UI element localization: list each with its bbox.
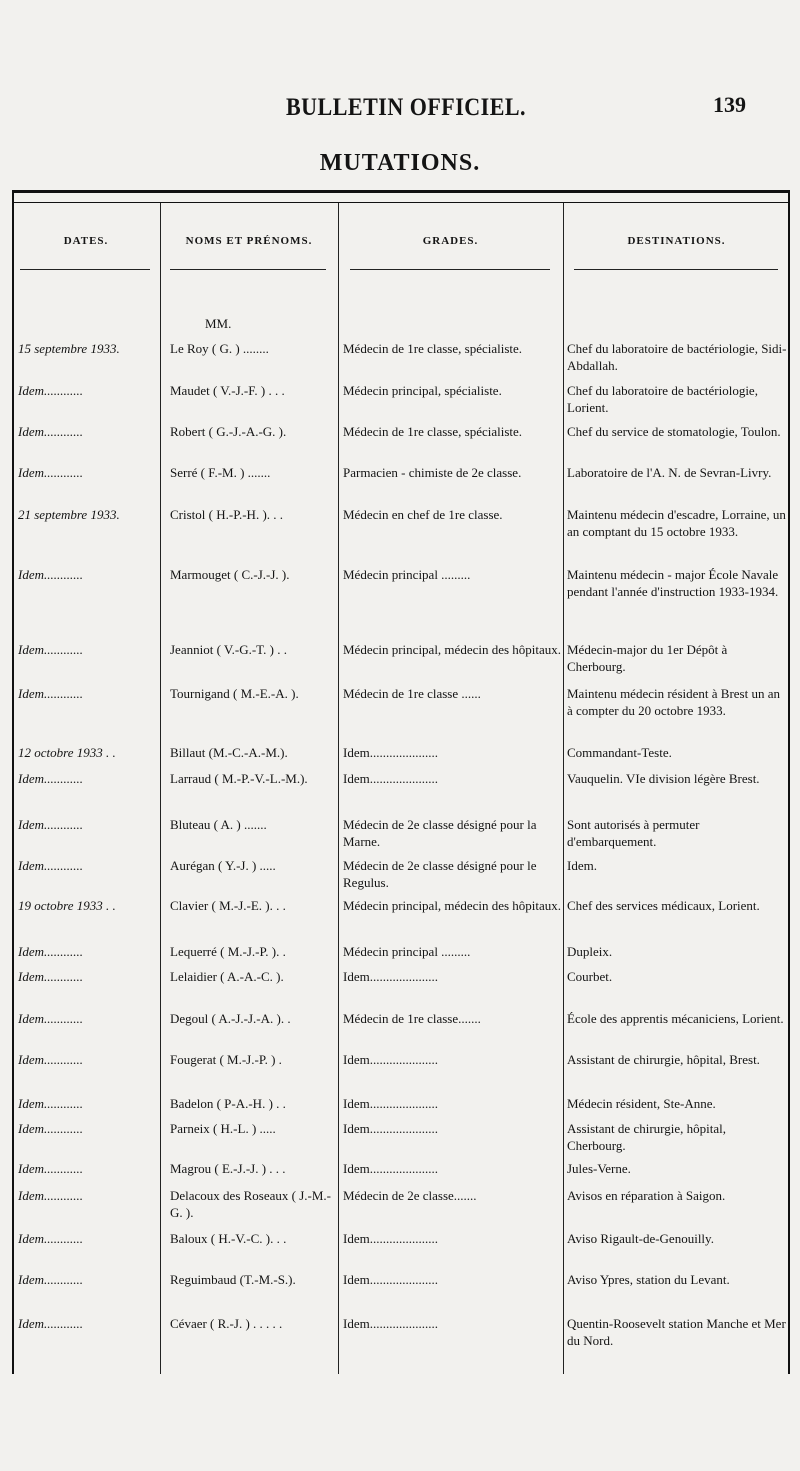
row-destination: Jules-Verne. xyxy=(567,1161,631,1176)
row-destination: Assistant de chirurgie, hôpital, Brest. xyxy=(567,1052,760,1067)
row-grade: Médecin principal, médecin des hôpitaux. xyxy=(343,898,562,913)
row-name: Marmouget ( C.-J.-J. ). xyxy=(170,567,290,582)
row-destination: Chef du laboratoire de bactériologie, Lorient. xyxy=(567,383,758,415)
row-destination: École des apprentis mécaniciens, Lorient. xyxy=(567,1011,784,1026)
row-destination: Dupleix. xyxy=(567,944,613,959)
row-grade: Médecin principal, spécialiste. xyxy=(343,383,502,398)
running-header xyxy=(0,92,800,122)
row-name: Jeanniot ( V.-G.-T. ) . . xyxy=(170,642,287,657)
row-date: Idem............ xyxy=(18,969,83,984)
row-destination: Idem. xyxy=(567,858,597,873)
row-name: Bluteau ( A. ) ....... xyxy=(170,817,267,832)
row-destination: Chef du service de stomatologie, Toulon. xyxy=(567,424,781,439)
row-date: Idem............ xyxy=(18,1272,83,1287)
header-rule xyxy=(20,269,150,270)
row-name: Reguimbaud (T.-M.-S.). xyxy=(170,1272,296,1287)
row-destination: Chef des services médicaux, Lorient. xyxy=(567,898,760,913)
row-grade: Médecin de 1re classe, spécialiste. xyxy=(343,341,523,356)
header-rule xyxy=(170,269,326,270)
row-date: 15 septembre 1933. xyxy=(18,341,120,356)
row-grade: Idem..................... xyxy=(343,1161,438,1176)
row-name: Robert ( G.-J.-A.-G. ). xyxy=(170,424,287,439)
table-left-border xyxy=(12,193,14,1374)
row-grade: Médecin de 1re classe ...... xyxy=(343,686,481,701)
column-header-dates: DATES. xyxy=(63,235,109,247)
table-top-rule xyxy=(12,202,790,203)
bulletin-title: BULLETIN OFFICIEL. xyxy=(286,92,527,121)
row-name: Aurégan ( Y.-J. ) ..... xyxy=(170,858,276,873)
row-name: Larraud ( M.-P.-V.-L.-M.). xyxy=(170,771,308,786)
row-grade: Médecin de 1re classe....... xyxy=(343,1011,481,1026)
table-right-border xyxy=(788,193,790,1374)
row-name: Lequerré ( M.-J.-P. ). . xyxy=(170,944,286,959)
row-destination: Vauquelin. VIe division légère Brest. xyxy=(567,771,760,786)
row-date: 21 septembre 1933. xyxy=(18,507,120,522)
row-date: Idem............ xyxy=(18,1188,83,1203)
row-name: Tournigand ( M.-E.-A. ). xyxy=(170,686,299,701)
column-header-destinations: DESTINATIONS. xyxy=(627,235,726,247)
row-date: Idem............ xyxy=(18,1161,83,1176)
row-date: Idem............ xyxy=(18,465,83,480)
row-date: 19 octobre 1933 . . xyxy=(18,898,116,913)
header-rule xyxy=(350,269,550,270)
column-divider xyxy=(160,203,161,1374)
row-date: Idem............ xyxy=(18,1231,83,1246)
row-destination: Quentin-Roosevelt station Manche et Mer du Nord. xyxy=(567,1316,786,1348)
row-name: Baloux ( H.-V.-C. ). . . xyxy=(170,1231,287,1246)
row-destination: Aviso Rigault-de-Genouilly. xyxy=(567,1231,714,1246)
row-date: Idem............ xyxy=(18,383,83,398)
row-name: Le Roy ( G. ) ........ xyxy=(170,341,269,356)
row-name: Billaut (M.-C.-A.-M.). xyxy=(170,745,288,760)
row-destination: Maintenu médecin d'escadre, Lorraine, un an comptant du 15 octobre 1933. xyxy=(567,507,786,539)
row-date: Idem............ xyxy=(18,771,83,786)
row-date: Idem............ xyxy=(18,1096,83,1111)
row-date: 12 octobre 1933 . . xyxy=(18,745,116,760)
row-destination: Médecin résident, Ste-Anne. xyxy=(567,1096,716,1111)
row-name: Magrou ( E.-J.-J. ) . . . xyxy=(170,1161,286,1176)
row-name: Cristol ( H.-P.-H. ). . . xyxy=(170,507,284,522)
row-destination: Courbet. xyxy=(567,969,613,984)
row-grade: Idem..................... xyxy=(343,771,438,786)
row-grade: Idem..................... xyxy=(343,1121,438,1136)
row-name: Maudet ( V.-J.-F. ) . . . xyxy=(170,383,285,398)
row-grade: Idem..................... xyxy=(343,969,438,984)
row-destination: Maintenu médecin - major École Navale pendant l'année d'instruction 1933-1934. xyxy=(567,567,779,599)
row-grade: Médecin de 2e classe désigné pour la Marne. xyxy=(343,817,537,849)
row-destination: Avisos en réparation à Saigon. xyxy=(567,1188,726,1203)
row-destination: Chef du laboratoire de bactériologie, Sidi-Abdallah. xyxy=(567,341,787,373)
row-destination: Laboratoire de l'A. N. de Sevran-Livry. xyxy=(567,465,772,480)
section-title: MUTATIONS. xyxy=(319,150,481,176)
mm-label: MM. xyxy=(205,316,232,331)
row-name: Parneix ( H.-L. ) ..... xyxy=(170,1121,276,1136)
row-grade: Idem..................... xyxy=(343,1272,438,1287)
row-date: Idem............ xyxy=(18,1121,83,1136)
column-divider xyxy=(563,203,564,1374)
row-grade: Médecin de 2e classe désigné pour le Regulus. xyxy=(343,858,537,890)
row-destination: Aviso Ypres, station du Levant. xyxy=(567,1272,730,1287)
row-date: Idem............ xyxy=(18,1316,83,1331)
row-date: Idem............ xyxy=(18,424,83,439)
row-grade: Médecin de 2e classe....... xyxy=(343,1188,477,1203)
row-grade: Médecin principal ......... xyxy=(343,944,471,959)
row-destination: Maintenu médecin résident à Brest un an à compter du 20 octobre 1933. xyxy=(567,686,780,718)
row-destination: Médecin-major du 1er Dépôt à Cherbourg. xyxy=(567,642,728,674)
row-date: Idem............ xyxy=(18,642,83,657)
row-date: Idem............ xyxy=(18,567,83,582)
row-grade: Médecin principal, médecin des hôpitaux. xyxy=(343,642,562,657)
row-date: Idem............ xyxy=(18,817,83,832)
row-name: Delacoux des Roseaux ( J.-M.-G. ). xyxy=(170,1188,332,1220)
column-divider xyxy=(338,203,339,1374)
header-rule xyxy=(574,269,778,270)
row-name: Fougerat ( M.-J.-P. ) . xyxy=(170,1052,282,1067)
row-date: Idem............ xyxy=(18,686,83,701)
row-name: Serré ( F.-M. ) ....... xyxy=(170,465,271,480)
column-header-noms: NOMS ET PRÉNOMS. xyxy=(185,235,313,247)
row-name: Cévaer ( R.-J. ) . . . . . xyxy=(170,1316,283,1331)
row-date: Idem............ xyxy=(18,944,83,959)
row-grade: Idem..................... xyxy=(343,1231,438,1246)
row-grade: Parmacien - chimiste de 2e classe. xyxy=(343,465,522,480)
row-destination: Assistant de chirurgie, hôpital, Cherbourg. xyxy=(567,1121,726,1153)
row-grade: Idem..................... xyxy=(343,1096,438,1111)
row-name: Lelaidier ( A.-A.-C. ). xyxy=(170,969,284,984)
page-number: 139 xyxy=(713,92,746,117)
row-date: Idem............ xyxy=(18,858,83,873)
row-date: Idem............ xyxy=(18,1011,83,1026)
column-header-grades: GRADES. xyxy=(422,235,479,247)
row-name: Badelon ( P-A.-H. ) . . xyxy=(170,1096,286,1111)
row-destination: Sont autorisés à permuter d'embarquement. xyxy=(567,817,700,849)
row-grade: Idem..................... xyxy=(343,745,438,760)
row-name: Clavier ( M.-J.-E. ). . . xyxy=(170,898,286,913)
row-name: Degoul ( A.-J.-J.-A. ). . xyxy=(170,1011,291,1026)
row-grade: Médecin en chef de 1re classe. xyxy=(343,507,503,522)
row-date: Idem............ xyxy=(18,1052,83,1067)
row-grade: Idem..................... xyxy=(343,1052,438,1067)
row-grade: Médecin de 1re classe, spécialiste. xyxy=(343,424,523,439)
row-destination: Commandant-Teste. xyxy=(567,745,672,760)
row-grade: Idem..................... xyxy=(343,1316,438,1331)
row-grade: Médecin principal ......... xyxy=(343,567,471,582)
